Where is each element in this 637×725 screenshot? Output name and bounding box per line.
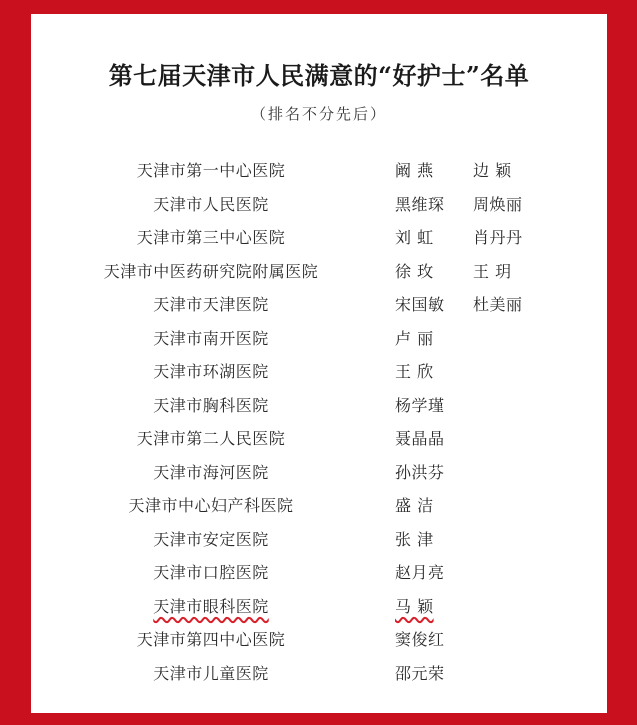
nurse-name: 盛 洁	[395, 496, 434, 515]
list-row	[31, 623, 607, 656]
nurse-name: 阚 燕	[395, 161, 434, 180]
list-row	[31, 221, 607, 254]
nurse-name: 杨学瑾	[395, 395, 445, 415]
hospital-name: 天津市海河医院	[153, 462, 269, 482]
nurse-name: 窦俊红	[395, 630, 445, 649]
hospital-name: 天津市第三中心医院	[136, 228, 286, 247]
nurse-name: 徐 玫	[395, 261, 434, 281]
nurse-name: 边 颖	[473, 161, 512, 180]
list-row	[31, 556, 607, 589]
nurse-name: 王 玥	[473, 261, 512, 281]
hospital-name: 天津市天津医院	[153, 295, 269, 314]
list-row	[31, 456, 607, 489]
hospital-name: 天津市儿童医院	[153, 663, 269, 683]
list-row	[31, 288, 607, 321]
page-title: 第七届天津市人民满意的“好护士”名单	[108, 61, 530, 90]
nurse-name: 卢 丽	[395, 328, 434, 348]
hospital-name: 天津市口腔医院	[153, 563, 269, 582]
nurse-name: 杜美丽	[473, 295, 523, 314]
page-subtitle: （排名不分先后）	[250, 105, 387, 123]
list-row	[31, 590, 607, 623]
list-row	[31, 154, 607, 187]
nurse-name: 邵元荣	[395, 663, 445, 683]
hospital-name: 天津市第一中心医院	[136, 161, 286, 180]
list-row	[31, 657, 607, 690]
list-row	[31, 389, 607, 422]
hospital-name: 天津市眼科医院	[153, 596, 269, 616]
nurse-name: 孙洪芬	[395, 462, 445, 482]
nurse-name: 宋国敏	[395, 295, 445, 314]
nurse-name: 聂晶晶	[395, 429, 445, 448]
list-row	[31, 523, 607, 556]
hospital-name: 天津市人民医院	[153, 194, 269, 214]
hospital-name: 天津市第二人民医院	[136, 429, 286, 448]
nurse-name: 张 津	[395, 529, 434, 549]
hospital-name: 天津市安定医院	[153, 529, 269, 549]
nurse-name: 王 欣	[395, 362, 434, 381]
nurse-name: 刘 虹	[395, 228, 434, 247]
hospital-name: 天津市中心妇产科医院	[128, 496, 294, 515]
list-row	[31, 355, 607, 388]
nurse-name: 黑维琛	[395, 194, 445, 214]
hospital-name: 天津市胸科医院	[153, 395, 269, 415]
list-row	[31, 422, 607, 455]
nurse-name: 周焕丽	[473, 194, 523, 214]
list-row	[31, 322, 607, 355]
nurse-name: 肖丹丹	[473, 228, 523, 247]
nurse-name: 赵月亮	[395, 563, 445, 582]
hospital-name: 天津市第四中心医院	[136, 630, 286, 649]
hospital-name: 天津市环湖医院	[153, 362, 269, 381]
nurse-name: 马 颖	[395, 596, 434, 616]
hospital-name: 天津市中医药研究院附属医院	[103, 261, 319, 281]
document-sheet	[31, 14, 607, 713]
list-row	[31, 188, 607, 221]
list-row	[31, 489, 607, 522]
hospital-name: 天津市南开医院	[153, 328, 269, 348]
list-row	[31, 255, 607, 288]
